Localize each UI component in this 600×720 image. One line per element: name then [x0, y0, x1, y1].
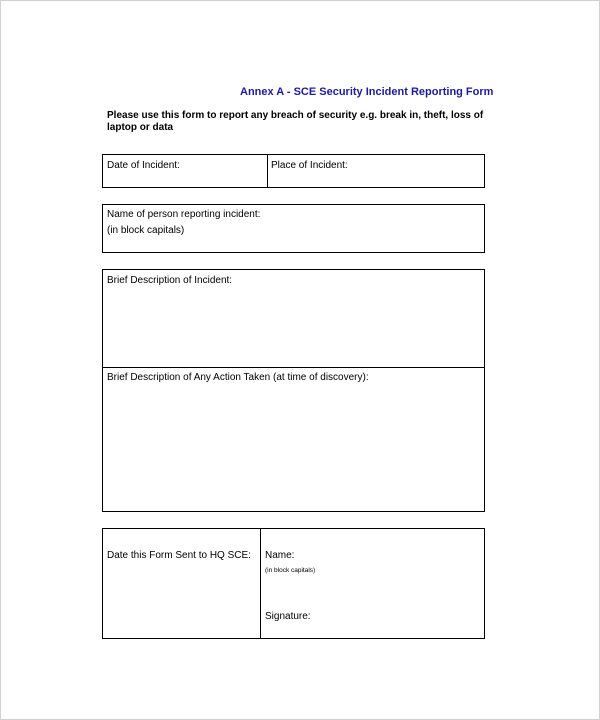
description-box	[102, 269, 485, 512]
date-of-incident-label: Date of Incident:	[107, 160, 180, 171]
description-divider	[103, 367, 484, 368]
date-sent-label: Date this Form Sent to HQ SCE:	[107, 550, 251, 561]
reporter-name-label: Name of person reporting incident:	[107, 209, 261, 220]
incident-description-label: Brief Description of Incident:	[107, 275, 233, 286]
signature-label: Signature:	[265, 611, 311, 622]
name-hint-label: (in block capitals)	[265, 567, 316, 574]
intro-line-1: Please use this form to report any breach of security e.g. break in, theft, loss of	[107, 110, 484, 121]
action-taken-label: Brief Description of Any Action Taken (at time of discovery):	[107, 372, 369, 383]
name-label: Name:	[265, 550, 295, 561]
incident-date-place-box	[102, 154, 485, 188]
reporter-name-box	[102, 204, 485, 253]
date-place-divider	[267, 155, 268, 187]
hq-submission-box	[102, 528, 485, 639]
intro-line-2: laptop or data	[107, 122, 174, 133]
form-intro	[107, 110, 487, 134]
form-title: Annex A - SCE Security Incident Reporting Form	[240, 86, 494, 98]
hq-submission-divider	[260, 529, 261, 638]
reporter-name-hint: (in block capitals)	[107, 225, 185, 236]
place-of-incident-label: Place of Incident:	[271, 160, 348, 171]
